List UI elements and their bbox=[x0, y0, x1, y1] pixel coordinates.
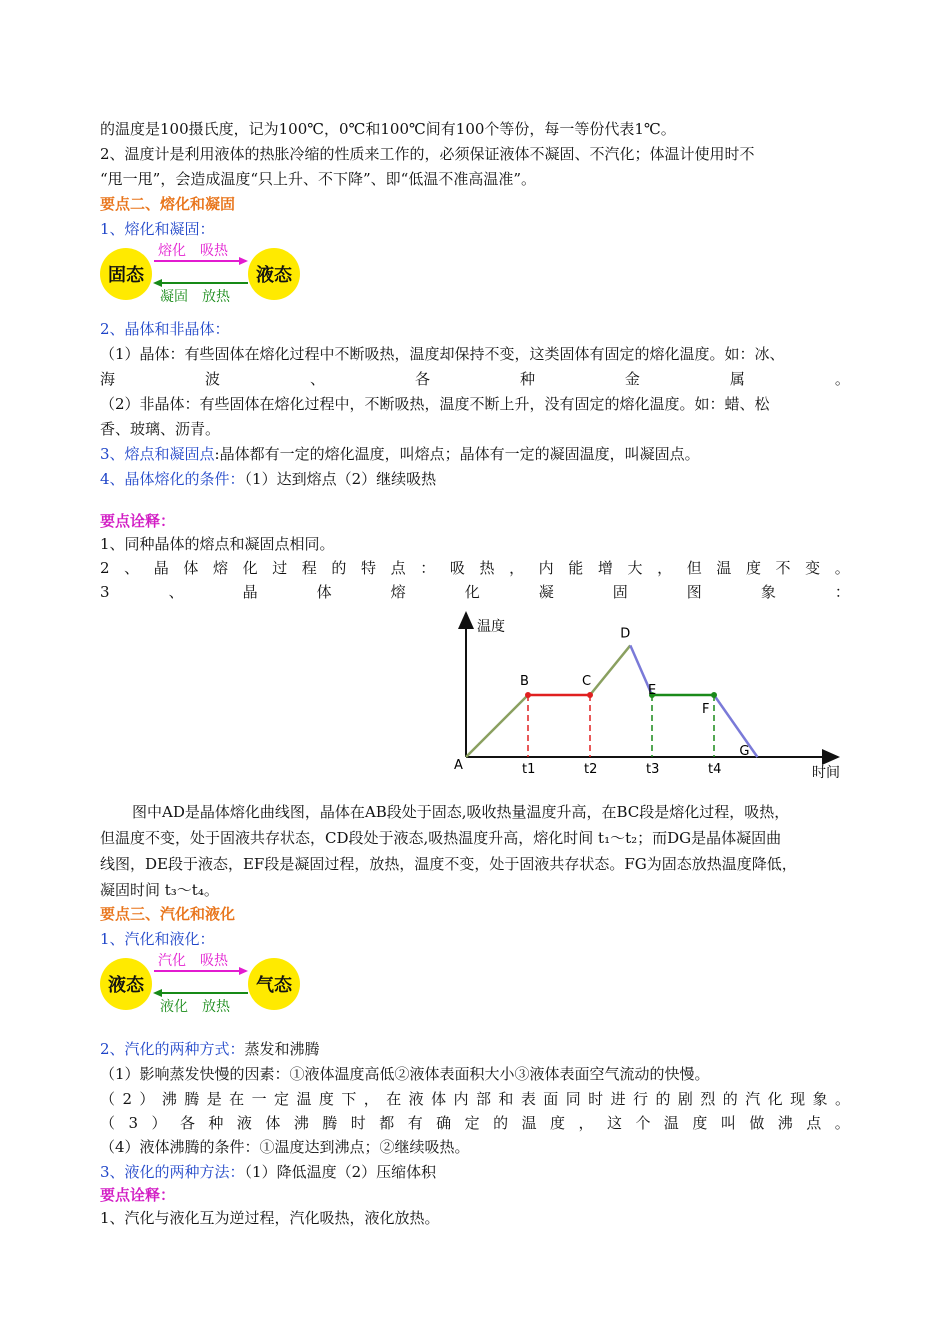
text-line: 3、熔点和凝固点:晶体都有一定的熔化温度，叫熔点；晶体有一定的凝固温度，叫凝固点。 bbox=[100, 445, 700, 463]
justified-line: 2 、 晶 体 熔 化 过 程 的 特 点 ： 吸 热 ， 内 能 增 大 ， 但 温 度 不 变 。 bbox=[100, 559, 850, 577]
text-line: 2、汽化的两种方式：蒸发和沸腾 bbox=[100, 1040, 320, 1058]
point-label-B: B bbox=[520, 674, 529, 689]
point-C bbox=[587, 692, 593, 698]
tick-label-t4: t4 bbox=[708, 762, 722, 777]
notes-heading: 要点诠释： bbox=[100, 1186, 176, 1204]
arrow-label-top: 汽化 吸热 bbox=[158, 953, 228, 969]
tick-label-t3: t3 bbox=[646, 762, 660, 777]
section-heading-melting: 要点二、熔化和凝固 bbox=[100, 195, 236, 213]
point-F bbox=[711, 692, 717, 698]
point-label-A: A bbox=[454, 758, 463, 773]
melting-solidification-chart bbox=[450, 605, 850, 785]
text-line: 2、温度计是利用液体的热胀冷缩的性质来工作的，必须保证液体不凝固、不汽化；体温计使用时不 bbox=[100, 145, 755, 163]
text-line: 但温度不变，处于固液共存状态，CD段处于液态,吸热温度升高，熔化时间 t₁～t₂；而DG是晶体凝固曲 bbox=[100, 829, 782, 847]
text-line: 1、汽化与液化互为逆过程，汽化吸热，液化放热。 bbox=[100, 1209, 440, 1227]
point-label-G: G bbox=[739, 744, 750, 759]
text-line: 香、玻璃、沥青。 bbox=[100, 420, 221, 438]
text-line: “甩一甩”，会造成温度“只上升、不下降”、即“低温不准高温准”。 bbox=[100, 170, 537, 188]
justified-line: 3 、 晶 体 熔 化 凝 固 图 象 ： bbox=[100, 583, 850, 601]
text-line: 凝固时间 t₃～t₄。 bbox=[100, 881, 219, 899]
segment-AB bbox=[466, 695, 528, 757]
text-line: 4、晶体熔化的条件：（1）达到熔点（2）继续吸热 bbox=[100, 470, 437, 488]
subheading: 1、汽化和液化： bbox=[100, 930, 215, 948]
y-axis-label: 温度 bbox=[477, 619, 505, 635]
segment-FG bbox=[714, 695, 757, 757]
state-circle-liquid: 液态 bbox=[100, 958, 152, 1010]
notes-heading: 要点诠释： bbox=[100, 512, 176, 530]
state-change-diagram-liquid-gas bbox=[100, 950, 310, 1014]
state-change-diagram-solid-liquid bbox=[100, 240, 310, 304]
text-line: （1）影响蒸发快慢的因素：①液体温度高低②液体表面积大小③液体表面空气流动的快慢。 bbox=[100, 1065, 710, 1083]
section-heading-vaporization: 要点三、汽化和液化 bbox=[100, 905, 236, 923]
justified-line: 海 波 、 各 种 金 属 。 bbox=[100, 370, 850, 388]
x-axis-label: 时间 bbox=[812, 765, 840, 781]
point-label-D: D bbox=[620, 626, 631, 642]
arrow-icons bbox=[100, 240, 310, 304]
point-label-E: E bbox=[648, 683, 657, 698]
segment-CD bbox=[590, 645, 630, 695]
text-line: 的温度是100摄氏度，记为100℃，0℃和100℃间有100个等份，每一等份代表1℃。 bbox=[100, 120, 676, 138]
tick-label-t1: t1 bbox=[522, 762, 536, 777]
arrow-label-bottom: 凝固 放热 bbox=[160, 289, 230, 305]
subheading: 2、晶体和非晶体： bbox=[100, 320, 230, 338]
tick-label-t2: t2 bbox=[584, 762, 598, 777]
state-circle-liquid: 液态 bbox=[248, 248, 300, 300]
arrow-label-bottom: 液化 放热 bbox=[160, 999, 230, 1015]
point-label-C: C bbox=[582, 674, 592, 689]
subheading: 1、熔化和凝固： bbox=[100, 220, 215, 238]
arrow-label-top: 熔化 吸热 bbox=[158, 243, 228, 259]
point-label-F: F bbox=[702, 702, 710, 717]
text-line: 3、液化的两种方法：（1）降低温度（2）压缩体积 bbox=[100, 1163, 437, 1181]
text-line: （4）液体沸腾的条件：①温度达到沸点；②继续吸热。 bbox=[100, 1138, 470, 1156]
text-line: 线图，DE段于液态，EF段是凝固过程，放热，温度不变，处于固液共存状态。FG为固态放热温度降低， bbox=[100, 855, 797, 873]
text-line: （2）非晶体：有些固体在熔化过程中，不断吸热，温度不断上升，没有固定的熔化温度。如：蜡、松 bbox=[100, 395, 770, 413]
arrow-icons bbox=[100, 950, 310, 1014]
text-line: 1、同种晶体的熔点和凝固点相同。 bbox=[100, 535, 335, 553]
justified-line: （ 2 ） 沸 腾 是 在 一 定 温 度 下 ， 在 液 体 内 部 和 表 面 同 时 进 行 的 剧 烈 的 汽 化 现 象 。 bbox=[100, 1090, 850, 1108]
state-circle-gas: 气态 bbox=[248, 958, 300, 1010]
state-circle-solid: 固态 bbox=[100, 248, 152, 300]
text-line: 图中AD是晶体熔化曲线图，晶体在AB段处于固态,吸收热量温度升高，在BC段是熔化过程，吸热， bbox=[132, 803, 790, 821]
point-B bbox=[525, 692, 531, 698]
justified-line: （ 3 ） 各 种 液 体 沸 腾 时 都 有 确 定 的 温 度 ， 这 个 温 度 叫 做 沸 点 。 bbox=[100, 1114, 850, 1132]
text-line: （1）晶体：有些固体在熔化过程中不断吸热，温度却保持不变，这类固体有固定的熔化温度。如：冰、 bbox=[100, 345, 785, 363]
